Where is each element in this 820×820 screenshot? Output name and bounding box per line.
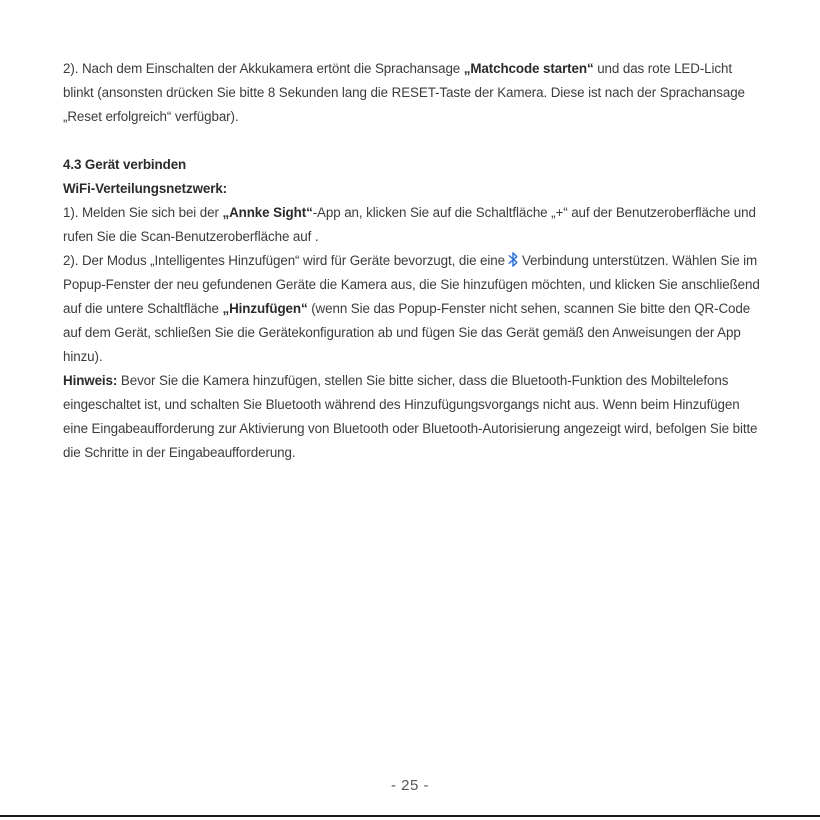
bottom-divider	[0, 815, 820, 817]
step-2-text-2: Verbindung unterstützen. Wählen Sie im Popup-Fenster der neu gefundenen Geräte die Kamera aus, die Sie hinzufügen möchten, und klicken Sie anschließend auf die untere Schaltfläche	[63, 253, 760, 316]
step-2-text-1: 2). Der Modus „Intelligentes Hinzufügen“ wird für Geräte bevorzugt, die eine	[63, 253, 505, 268]
page-number: - 25 -	[390, 777, 429, 794]
step-1-text-1: 1). Melden Sie sich bei der	[63, 205, 223, 220]
bluetooth-icon	[507, 251, 519, 268]
step-1-paragraph	[63, 201, 763, 249]
step-1-app-name: „Annke Sight“	[222, 205, 313, 220]
page-content	[63, 57, 763, 465]
intro-paragraph	[63, 57, 763, 129]
note-label: Hinweis:	[63, 373, 118, 388]
step-2-text-3: (wenn Sie das Popup-Fenster nicht sehen, scannen Sie bitte den QR-Code auf dem Gerät, schließen Sie die Gerätekonfiguration ab und fügen Sie das Gerät gemäß den Anweisungen der App hinzu).	[63, 301, 751, 364]
step-2-paragraph	[63, 249, 763, 369]
step-1-text-2: -App an, klicken Sie auf die Schaltfläche „+“ auf der Benutzeroberfläche und rufen Sie die Scan-Benutzeroberfläche auf .	[63, 205, 756, 244]
note-text: Bevor Sie die Kamera hinzufügen, stellen Sie bitte sicher, dass die Bluetooth-Funktion des Mobiltelefons eingeschaltet ist, und schalten Sie Bluetooth während des Hinzufügungsvorgangs nicht aus. Wenn beim Hinzufügen eine Eingabeaufforderung zur Aktivierung von Bluetooth oder Bluetooth-Autorisierung angezeigt wird, befolgen Sie bitte die Schritte in der Eingabeaufforderung.	[63, 373, 758, 460]
step-2-add-button-label: „Hinzufügen“	[222, 301, 308, 316]
intro-text-1: 2). Nach dem Einschalten der Akkukamera ertönt die Sprachansage	[63, 61, 464, 76]
intro-text-2: und das rote LED-Licht blinkt (ansonsten drücken Sie bitte 8 Sekunden lang die RESET-Taste der Kamera. Diese ist nach der Sprachansage „Reset erfolgreich“ verfügbar).	[63, 61, 745, 124]
section-heading: 4.3 Gerät verbinden	[63, 157, 187, 172]
intro-bold-phrase: „Matchcode starten“	[463, 61, 594, 76]
section-subheading: WiFi-Verteilungsnetzwerk:	[63, 181, 228, 196]
note-paragraph	[63, 369, 763, 465]
